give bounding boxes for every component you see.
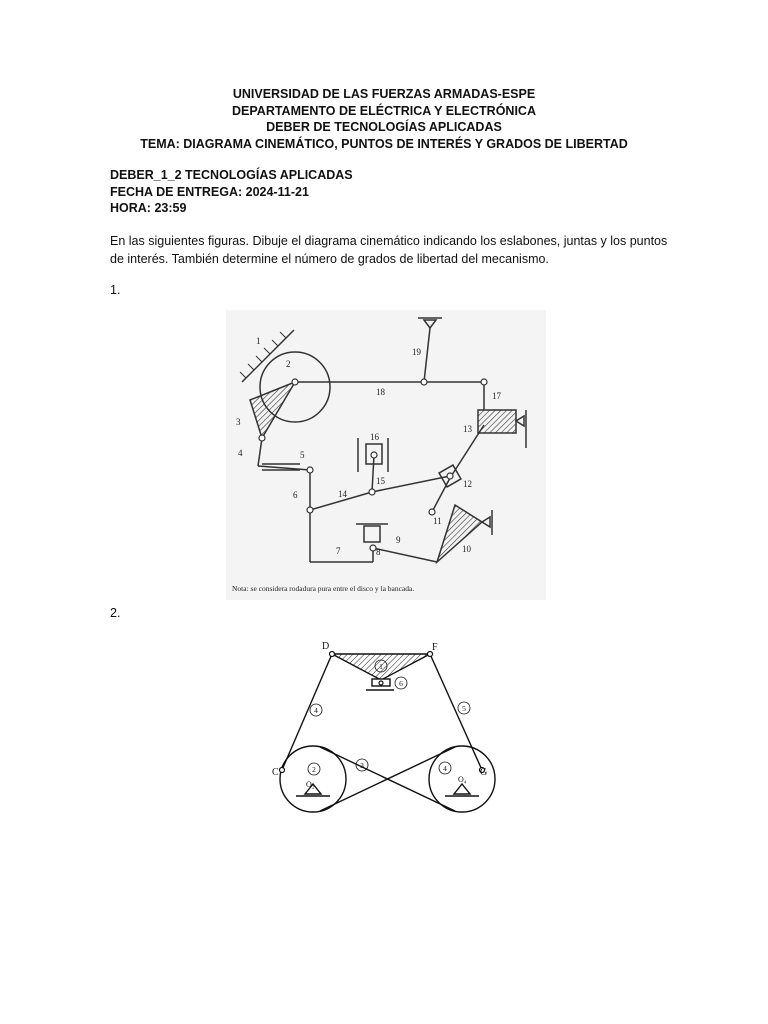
fig1-label-14: 14 [338, 489, 347, 499]
fig2-point-O4: O₄ [458, 775, 467, 784]
assignment-code: DEBER_1_2 TECNOLOGÍAS APLICADAS [110, 168, 353, 182]
fig2-point-O2: O₂ [306, 780, 315, 789]
fig1-label-5: 5 [300, 450, 305, 460]
fig2-point-D: D [322, 641, 330, 652]
header-course: DEBER DE TECNOLOGÍAS APLICADAS [266, 120, 502, 134]
fig2-link-6: 6 [399, 679, 403, 688]
problem-1-number: 1. [110, 283, 121, 297]
fig1-label-15: 15 [376, 476, 385, 486]
fig1-label-13: 13 [463, 424, 472, 434]
fig1-label-16: 16 [370, 432, 379, 442]
instructions-paragraph: En las siguientes figuras. Dibuje el diagrama cinemático indicando los eslabones, juntas y los puntos de interés. También determine el número de grados de libertad del mecanismo. [110, 234, 668, 266]
fig1-note: Nota: se considera rodadura pura entre el disco y la bancada. [232, 584, 415, 593]
fig1-label-1: 1 [256, 336, 261, 346]
fig1-label-8: 8 [376, 547, 381, 557]
fig1-label-2: 2 [286, 359, 291, 369]
fig2-link-4b: 4 [443, 764, 447, 773]
fig1-label-17: 17 [492, 391, 501, 401]
fig1-label-3: 3 [236, 417, 241, 427]
fig1-label-10: 10 [462, 544, 471, 554]
fig2-point-C: C [272, 767, 279, 778]
figure-1-mechanism [226, 310, 546, 600]
fig1-label-6: 6 [293, 490, 298, 500]
problem-2-number: 2. [110, 606, 121, 620]
fig1-label-19: 19 [412, 347, 421, 357]
fig1-label-11: 11 [433, 516, 442, 526]
fig2-link-4: 4 [314, 706, 318, 715]
fig1-label-9: 9 [396, 535, 401, 545]
fig1-label-18: 18 [376, 387, 385, 397]
fig1-label-7: 7 [336, 546, 341, 556]
fig2-point-G: G [480, 767, 488, 778]
fig2-link-3: 3 [360, 761, 364, 770]
assignment-due-date: FECHA DE ENTREGA: 2024-11-21 [110, 184, 309, 199]
header-topic: TEMA: DIAGRAMA CINEMÁTICO, PUNTOS DE INTERÉS Y GRADOS DE LIBERTAD [140, 136, 628, 151]
fig2-point-F: F [432, 642, 438, 653]
fig2-link-5: 5 [462, 704, 466, 713]
header-department: DEPARTAMENTO DE ELÉCTRICA Y ELECTRÓNICA [232, 103, 536, 118]
assignment-time: HORA: 23:59 [110, 201, 187, 215]
fig2-link-2: 2 [312, 765, 316, 774]
fig1-label-12: 12 [463, 479, 472, 489]
fig2-link-1: 1 [379, 662, 383, 671]
figure-2-mechanism [260, 636, 510, 816]
fig1-label-4: 4 [238, 448, 243, 458]
header-university: UNIVERSIDAD DE LAS FUERZAS ARMADAS-ESPE [232, 87, 536, 101]
